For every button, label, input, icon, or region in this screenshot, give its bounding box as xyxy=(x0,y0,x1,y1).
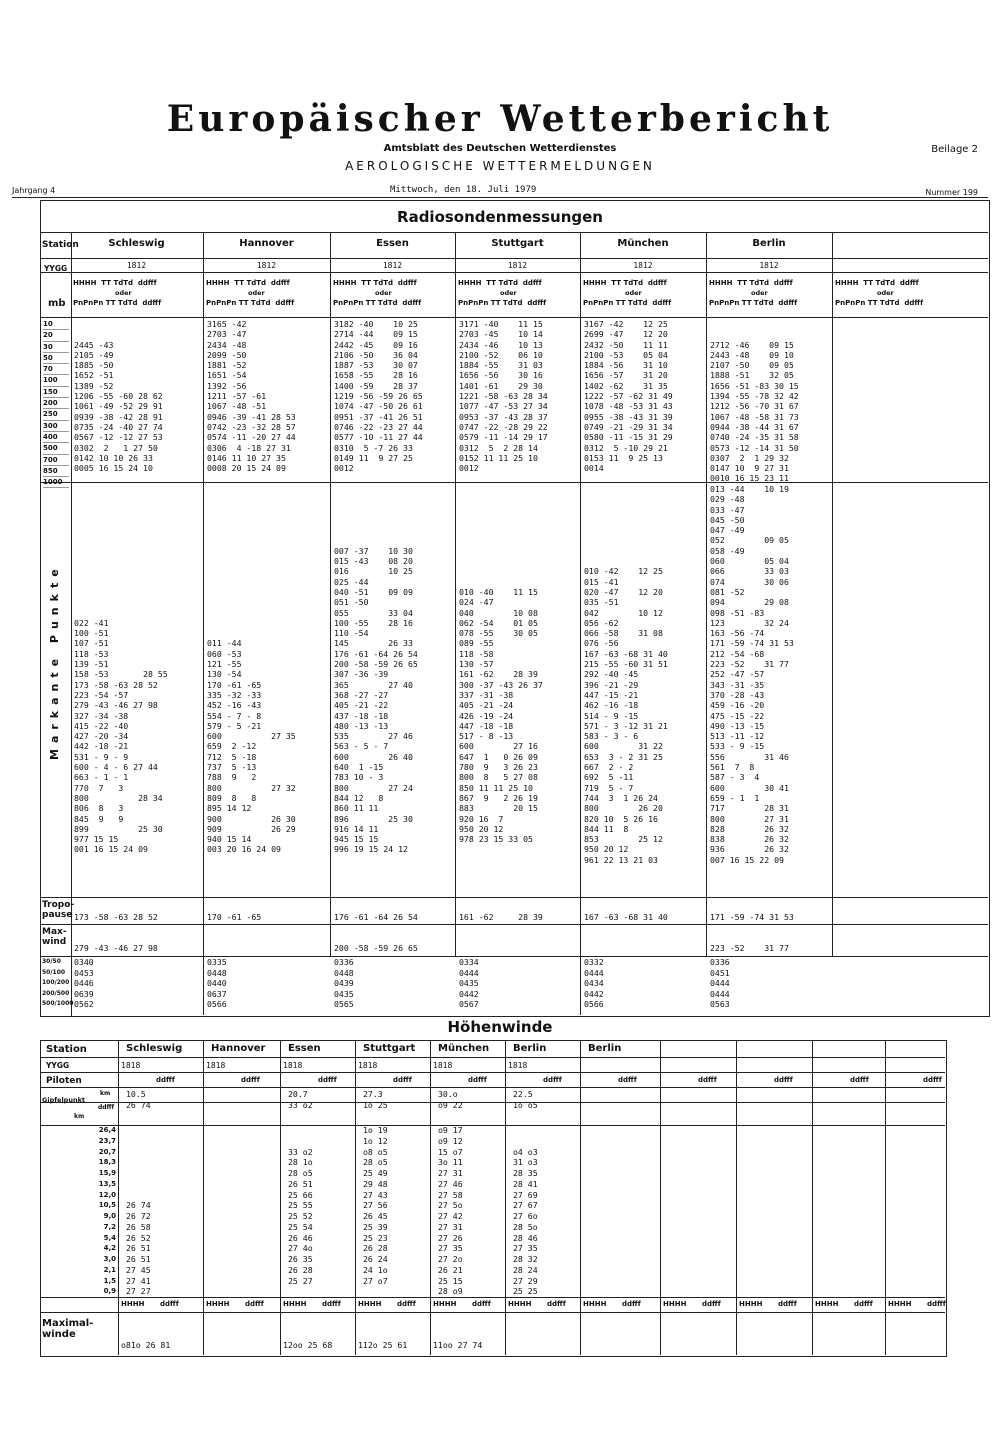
hw-ddfff: ddfff xyxy=(850,1076,869,1084)
shear-label: 500/1000 xyxy=(42,1000,74,1008)
hw-station-name: München xyxy=(438,1043,490,1054)
hw-row-line xyxy=(40,1087,945,1088)
markante-punkte: 022 -41 100 -51 107 -51 118 -53 139 -51 158 -53 28 55 173 -58 -63 28 52 223 -54 -57 279 -43 -46 27 98 327 -34 -38 415 -22 -40 427 -20 -34 442 -18 -21 531 - 9 - 9 600 - 4 - 6 27 44 663 - 1 - 1 770 7 3 800 28 34 806 8 3 845 9 9 899 25 30 977 15 15 001 16 15 24 09 xyxy=(74,617,168,855)
hw-gipfel-km: 20.7 xyxy=(288,1089,308,1099)
hw-max: 12oo 25 68 xyxy=(283,1340,333,1350)
hw-row-line xyxy=(40,1312,945,1313)
hw-ddfff: ddfff xyxy=(618,1076,637,1084)
station-name: Essen xyxy=(376,238,409,249)
hw-yygg-label: YYGG xyxy=(46,1061,70,1070)
hw-ddfff: ddfff xyxy=(160,1300,179,1308)
hw-level-label: 3,0 xyxy=(103,1255,116,1263)
level-label: 300 xyxy=(43,421,69,432)
hw-level-label: 26,4 xyxy=(98,1126,116,1134)
hw-max: o81o 26 81 xyxy=(121,1340,171,1350)
hw-ddfff: ddfff xyxy=(322,1300,341,1308)
column-oder: oder xyxy=(625,289,642,297)
station-name: Stuttgart xyxy=(491,238,544,249)
column-header: PnPnPn TT TdTd ddfff xyxy=(73,299,162,307)
column-header: PnPnPn TT TdTd ddfff xyxy=(333,299,422,307)
station-label: Station xyxy=(42,240,79,250)
hw-level-label: 5,4 xyxy=(103,1233,116,1242)
markante-punkte: 007 -37 10 30 015 -43 08 20 016 10 25 025 -44 040 -51 09 09 051 -50 055 33 04 100 -55 28 16 110 -54 145 26 33 176 -61 -64 26 54 200 -58 -59 26 65 307 -36 -39 365 27 40 368 -27 -27 405 -21 -22 437 -18 -18 480 -13 -13 535 27 46 563 - 5 - 7 600 26 40 640 1 -15 783 10 - 3 800 27 24 844 12 8 860 11 11 896 25 30 916 14 11 945 15 15 996 19 15 24 12 xyxy=(334,545,418,855)
hw-ddfff: ddfff xyxy=(468,1076,487,1084)
hw-max: 11oo 27 74 xyxy=(433,1340,483,1350)
hw-hhhh: HHHH xyxy=(358,1300,382,1308)
header-rule xyxy=(12,197,988,198)
column-header: HHHH TT TdTd ddfff xyxy=(709,279,793,287)
hw-maximal-label: Maximal-winde xyxy=(42,1318,94,1340)
shear-label: 30/50 xyxy=(42,958,61,965)
column-header: PnPnPn TT TdTd ddfff xyxy=(835,299,924,307)
maxwind: 200 -58 -59 26 65 xyxy=(334,943,418,953)
shear-values: 0336 0451 0444 0444 0563 xyxy=(710,957,730,1010)
hw-row-line xyxy=(40,1102,945,1103)
hw-level-label: 23,7 xyxy=(98,1136,116,1145)
column-divider xyxy=(330,232,331,957)
column-oder: oder xyxy=(375,289,392,297)
station-time: 1812 xyxy=(382,261,403,270)
station-name: Hannover xyxy=(239,238,294,249)
beilage-label: Beilage 2 xyxy=(931,144,978,155)
hw-time: 1818 xyxy=(358,1061,378,1070)
station-name: Schleswig xyxy=(108,238,165,249)
hw-station-label: Station xyxy=(46,1044,87,1055)
hw-column: 26 74 26 72 26 58 26 52 26 51 26 51 27 45 27 41 27 27 xyxy=(126,1200,151,1297)
column-divider xyxy=(455,232,456,957)
hw-gipfel-km: 10.5 xyxy=(126,1089,146,1099)
hw-hhhh: HHHH xyxy=(888,1300,912,1308)
hw-gipfel-label: Gipfelpunkt xyxy=(42,1096,86,1104)
hw-ddfff: ddfff xyxy=(923,1076,942,1084)
column-divider xyxy=(706,232,707,957)
column-divider xyxy=(203,232,204,957)
hw-column: 1o 19 1o 12 o8 o5 28 o5 25 49 29 48 27 43 27 56 26 45 25 39 25 23 26 28 26 24 24 1o 27 o7 xyxy=(363,1125,388,1286)
shear-label: 100/200 xyxy=(42,979,70,987)
tropopause: 171 -59 -74 31 53 xyxy=(710,912,794,922)
page-title: Europäischer Wetterbericht xyxy=(166,98,834,140)
hw-km-label: km xyxy=(74,1113,85,1120)
level-label: 1000 xyxy=(43,477,69,488)
column-oder: oder xyxy=(877,289,894,297)
station-time: 1812 xyxy=(507,261,528,270)
hw-level-label: 20,7 xyxy=(98,1147,116,1156)
mb-label: mb xyxy=(48,298,66,309)
level-label: 10 xyxy=(43,319,69,330)
hw-ddfff: ddfff xyxy=(156,1076,175,1084)
level-label: 30 xyxy=(43,342,69,353)
hw-column: o4 o3 31 o3 28 35 28 41 27 69 27 67 27 6o 28 5o 28 46 27 35 28 32 28 24 27 29 25 25 xyxy=(513,1146,538,1297)
hw-station-name: Berlin xyxy=(513,1043,547,1054)
hw-level-label: 7,2 xyxy=(103,1222,116,1231)
column-header: HHHH TT TdTd ddfff xyxy=(333,279,417,287)
column-divider xyxy=(580,232,581,957)
tropopause: 170 -61 -65 xyxy=(207,912,262,922)
station-time: 1812 xyxy=(126,261,147,270)
hw-gipfel-dd: 33 o2 xyxy=(288,1100,313,1110)
hw-level-label: 9,0 xyxy=(103,1212,116,1220)
markante-punkte: 013 -44 10 19 029 -48 033 -47 045 -50 047 -49 052 09 05 058 -49 060 05 04 066 33 03 074 30 06 081 -52 094 29 08 098 -51 -83 123 32 24 163 -56 -74 171 -59 -74 31 53 212 -54 -68 223 -52 31 77 252 -47 -57 343 -31 -35 370 -28 -43 459 -16 -20 475 -15 -22 490 -13 -15 513 -11 -12 533 - 9 -15 556 31 46 561 7 8 587 - 3 4 600 30 41 659 - 1 1 717 28 31 800 27 31 828 26 32 838 26 32 936 26 32 007 16 15 22 09 xyxy=(710,484,794,865)
maxwind: 279 -43 -46 27 98 xyxy=(74,943,158,953)
hw-row-line xyxy=(40,1072,945,1073)
standard-levels: 3182 -40 10 25 2714 -44 09 15 2442 -45 09 16 2106 -50 36 04 1887 -53 30 07 1658 -55 28 16 1400 -59 28 37 1219 -56 -59 26 65 1074 -47 -50 26 61 0951 -37 -41 26 51 0746 -22 -23 27 44 0577 -10 -11 27 44 0310 5 -7 26 33 0149 11 9 27 25 0012 xyxy=(334,319,423,474)
hw-gipfel-km: 22.5 xyxy=(513,1089,533,1099)
tropopause: 173 -58 -63 28 52 xyxy=(74,912,158,922)
hw-hhhh: HHHH xyxy=(739,1300,763,1308)
column-header: PnPnPn TT TdTd ddfff xyxy=(458,299,547,307)
subtitle: Amtsblatt des Deutschen Wetterdienstes xyxy=(383,143,617,154)
markante-punkte-label: Markante Punkte xyxy=(48,563,61,760)
station-name: München xyxy=(617,238,669,249)
standard-levels: 3167 -42 12 25 2699 -47 12 20 2432 -50 11 11 2100 -53 05 04 1884 -56 31 10 1656 -57 31 20 1402 -62 31 35 1222 -57 -62 31 49 1078 -48 -53 31 43 0955 -38 -43 31 39 0749 -21 -29 31 34 0580 -11 -15 31 29 0312 5 -10 29 21 0153 11 9 25 13 0014 xyxy=(584,319,673,474)
hw-ddfff: ddfff xyxy=(622,1300,641,1308)
column-oder: oder xyxy=(500,289,517,297)
radiosonde-title: Radiosondenmessungen xyxy=(397,208,603,226)
markante-punkte: 010 -42 12 25 015 -41 020 -47 12 20 035 -51 042 10 12 056 -62 066 -58 31 08 076 -56 167 -63 -68 31 40 215 -55 -60 31 51 292 -40 -45 396 -21 -29 447 -15 -21 462 -16 -18 514 - 9 -15 571 - 3 -12 31 21 583 - 3 - 6 600 31 22 653 3 - 2 31 25 667 2 - 2 692 5 -11 719 5 - 7 744 3 1 26 24 800 26 20 820 10 5 26 16 844 11 8 853 25 12 950 20 12 961 22 13 21 03 xyxy=(584,566,668,865)
yygg-label: YYGG xyxy=(44,264,68,273)
column-header: HHHH TT TdTd ddfff xyxy=(583,279,667,287)
hw-ddfff: ddfff xyxy=(698,1076,717,1084)
station-name: Berlin xyxy=(752,238,786,249)
level-label: 70 xyxy=(43,364,69,375)
markante-punkte: 011 -44 060 -53 121 -55 130 -54 170 -61 -65 335 -32 -33 452 -16 -43 554 - 7 - 8 579 - 5 -21 600 27 35 659 2 -12 712 5 -18 737 5 -13 788 9 2 800 27 32 809 8 8 895 14 12 900 26 30 909 26 29 940 15 14 003 20 16 24 09 xyxy=(207,638,296,855)
hoehenwinde-title: Höhenwinde xyxy=(447,1018,553,1036)
station-time: 1812 xyxy=(759,261,779,270)
column-header: HHHH TT TdTd ddfff xyxy=(458,279,542,287)
hw-hhhh: HHHH xyxy=(583,1300,607,1308)
date-label: Mittwoch, den 18. Juli 1979 xyxy=(390,185,537,195)
column-divider xyxy=(580,956,581,1015)
station-time: 1812 xyxy=(633,261,653,270)
tropopause: 167 -63 -68 31 40 xyxy=(584,912,668,922)
column-header: PnPnPn TT TdTd ddfff xyxy=(583,299,672,307)
hw-ddfff: ddfff xyxy=(397,1300,416,1308)
level-label: 250 xyxy=(43,409,69,420)
level-labels xyxy=(43,319,69,488)
hw-gipfel-dd: o9 22 xyxy=(438,1100,463,1110)
hw-row-line xyxy=(40,1125,945,1126)
column-header: HHHH TT TdTd ddfff xyxy=(835,279,919,287)
hw-km-label: km xyxy=(100,1090,111,1097)
markante-punkte: 010 -40 11 15 024 -47 040 10 08 062 -54 01 05 078 -55 30 05 089 -55 118 -58 130 -57 161 -62 28 39 300 -37 -43 26 37 337 -31 -38 405 -21 -24 426 -19 -24 447 -18 -18 517 - 8 -13 600 27 16 647 1 0 26 09 780 9 3 26 23 800 8 5 27 08 850 11 11 25 10 867 9 2 26 19 883 20 15 920 16 7 950 20 12 978 23 15 33 05 xyxy=(459,586,543,845)
shear-values: 0335 0448 0440 0637 0566 xyxy=(207,957,227,1010)
hw-ddfff: ddfff xyxy=(547,1300,566,1308)
hw-ddfff: ddfff xyxy=(854,1300,873,1308)
standard-levels: 2445 -43 2105 -49 1885 -50 1652 -51 1389 -52 1206 -55 -60 28 62 1061 -49 -52 29 91 0939 -38 -42 28 91 0735 -24 -40 27 74 0567 -12 -12 27 53 0302 2 1 27 50 0142 10 10 26 33 0005 16 15 24 10 xyxy=(74,339,163,474)
shear-label: 200/500 xyxy=(42,989,70,997)
hw-time: 1818 xyxy=(206,1061,226,1070)
shear-label: 50/100 xyxy=(42,968,66,976)
hw-level-label: 4,2 xyxy=(103,1244,116,1253)
shear-values: 0340 0453 0446 0639 0562 xyxy=(74,957,94,1010)
level-label: 20 xyxy=(43,330,69,341)
station-time: 1812 xyxy=(256,261,277,270)
level-label: 500 xyxy=(43,443,69,454)
hw-station-name: Stuttgart xyxy=(363,1043,416,1054)
hw-row-line xyxy=(40,1057,945,1058)
hw-level-label: 0,9 xyxy=(103,1287,116,1296)
section-heading: AEROLOGISCHE WETTERMELDUNGEN xyxy=(345,159,655,173)
hw-time: 1818 xyxy=(283,1061,303,1070)
hw-ddfff: ddfff xyxy=(241,1076,260,1084)
hw-ddfff: ddfff xyxy=(702,1300,721,1308)
standard-levels: 3165 -42 2703 -47 2434 -48 2099 -50 1881 -52 1651 -54 1392 -56 1211 -57 -61 1067 -48 -51 0946 -39 -41 28 53 0742 -23 -32 28 57 0574 -11 -20 27 44 0306 4 -18 27 31 0146 11 10 27 35 0008 20 15 24 09 xyxy=(207,319,296,474)
hw-station-name: Schleswig xyxy=(126,1043,183,1054)
hw-levels xyxy=(80,1125,116,1297)
hw-gipfel-km: 30.o xyxy=(438,1089,458,1099)
maxwind-label: Max-wind xyxy=(42,927,67,947)
column-divider xyxy=(832,232,833,957)
shear-values: 0332 0444 0434 0442 0566 xyxy=(584,957,604,1010)
level-label: 100 xyxy=(43,375,69,386)
standard-levels: 2712 -46 09 15 2443 -48 09 10 2107 -50 09 05 1888 -51 32 05 1656 -51 -83 30 15 1394 -55 -78 32 42 1212 -56 -70 31 67 1067 -48 -58 31 73 0944 -38 -44 31 67 0740 -24 -35 31 58 0573 -12 -14 31 50 0307 2 1 29 32 0147 10 9 27 31 0010 16 15 23 11 xyxy=(710,339,799,484)
hw-ddfff-label: ddfff xyxy=(98,1104,115,1111)
jahrgang-label: Jahrgang 4 xyxy=(12,186,56,195)
hw-time: 1818 xyxy=(508,1061,528,1070)
hw-gipfel-dd: 1o 25 xyxy=(363,1100,388,1110)
level-label: 400 xyxy=(43,432,69,443)
hw-column: o9 17 o9 12 15 o7 3o 11 27 31 27 46 27 58 27 5o 27 42 27 31 27 26 27 35 27 2o 26 21 25 15 28 o9 xyxy=(438,1125,463,1297)
hw-ddfff: ddfff xyxy=(472,1300,491,1308)
shear-values: 0334 0444 0435 0442 0567 xyxy=(459,957,479,1010)
hw-ddfff: ddfff xyxy=(393,1076,412,1084)
hw-piloten-label: Piloten xyxy=(46,1076,82,1086)
hw-ddfff: ddfff xyxy=(245,1300,264,1308)
hw-level-label: 2,1 xyxy=(103,1265,116,1274)
nummer-label: Nummer 199 xyxy=(925,188,978,197)
column-header: HHHH TT TdTd ddfff xyxy=(73,279,157,287)
hw-column: 33 o2 28 1o 28 o5 26 51 25 66 25 55 25 52 25 54 26 46 27 4o 26 35 26 28 25 27 xyxy=(288,1146,313,1286)
hw-level-label: 15,9 xyxy=(98,1169,116,1177)
hw-hhhh: HHHH xyxy=(508,1300,532,1308)
level-label: 850 xyxy=(43,466,69,477)
hw-hhhh: HHHH xyxy=(206,1300,230,1308)
hw-ddfff: ddfff xyxy=(543,1076,562,1084)
hw-level-label: 13,5 xyxy=(98,1179,116,1188)
level-label: 200 xyxy=(43,398,69,409)
hw-level-label: 10,5 xyxy=(98,1201,116,1210)
hw-max: 112o 25 61 xyxy=(358,1340,408,1350)
hw-hhhh: HHHH xyxy=(433,1300,457,1308)
column-oder: oder xyxy=(115,289,132,297)
shear-labels xyxy=(42,957,73,1010)
level-label: 50 xyxy=(43,353,69,364)
column-oder: oder xyxy=(248,289,265,297)
hw-hhhh: HHHH xyxy=(121,1300,145,1308)
column-divider xyxy=(203,956,204,1015)
hw-ddfff: ddfff xyxy=(774,1076,793,1084)
hw-time: 1818 xyxy=(433,1061,453,1070)
hw-station-name: Berlin xyxy=(588,1043,622,1054)
hw-gipfel-km: 27.3 xyxy=(363,1089,383,1099)
column-header: PnPnPn TT TdTd ddfff xyxy=(709,299,798,307)
column-header: HHHH TT TdTd ddfff xyxy=(206,279,290,287)
standard-levels: 3171 -40 11 15 2703 -45 10 14 2434 -46 10 13 2100 -52 06 10 1884 -55 31 03 1656 -56 30 16 1401 -61 29 30 1221 -58 -63 28 34 1077 -47 -53 27 34 0953 -37 -43 28 37 0747 -22 -28 29 22 0579 -11 -14 29 17 0312 5 2 28 14 0152 11 11 25 10 0012 xyxy=(459,319,548,474)
hw-hhhh: HHHH xyxy=(815,1300,839,1308)
hw-level-label: 12,0 xyxy=(98,1190,116,1199)
tropopause: 161 -62 28 39 xyxy=(459,912,543,922)
tropopause: 176 -61 -64 26 54 xyxy=(334,912,418,922)
level-label: 700 xyxy=(43,455,69,466)
maxwind: 223 -52 31 77 xyxy=(710,943,789,953)
hw-station-name: Essen xyxy=(288,1043,321,1054)
hw-level-label: 1,5 xyxy=(103,1276,116,1285)
shear-values: 0336 0448 0439 0435 0565 xyxy=(334,957,354,1010)
hw-hhhh: HHHH xyxy=(663,1300,687,1308)
hw-time: 1818 xyxy=(121,1061,141,1070)
tropopause-label: Tropo-pause xyxy=(42,900,75,920)
hw-ddfff: ddfff xyxy=(778,1300,797,1308)
hw-ddfff: ddfff xyxy=(318,1076,337,1084)
hw-ddfff: ddfff xyxy=(927,1300,946,1308)
level-label: 150 xyxy=(43,387,69,398)
hw-row-line xyxy=(40,1297,945,1298)
hw-station-name: Hannover xyxy=(211,1043,266,1054)
column-oder: oder xyxy=(751,289,768,297)
column-header: PnPnPn TT TdTd ddfff xyxy=(206,299,295,307)
hw-level-label: 18,3 xyxy=(98,1158,116,1167)
hw-hhhh: HHHH xyxy=(283,1300,307,1308)
hw-gipfel-dd: 1o o5 xyxy=(513,1100,538,1110)
hw-gipfel-dd: 26 74 xyxy=(126,1100,151,1110)
